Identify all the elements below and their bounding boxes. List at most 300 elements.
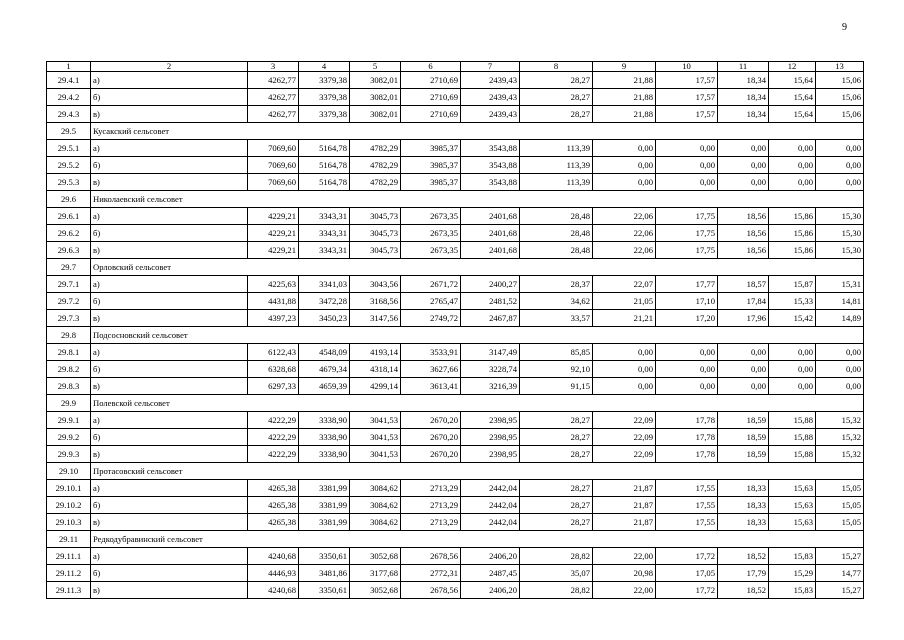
value-cell: 2678,56 [401,582,461,599]
value-cell: 0,00 [656,344,718,361]
table-row [47,106,864,123]
value-cell: 15,06 [816,89,864,106]
column-number-header: 8 [520,62,593,72]
value-cell: 2400,27 [461,276,520,293]
row-code: 29.8 [47,327,91,344]
table-row [47,446,864,463]
row-code: 29.5 [47,123,91,140]
value-cell: 15,30 [816,225,864,242]
row-code: 29.10.1 [47,480,91,497]
value-cell: 0,00 [718,157,769,174]
value-cell: 91,15 [520,378,593,395]
row-subitem: б) [91,565,248,582]
value-cell: 15,63 [769,480,816,497]
value-cell: 0,00 [769,378,816,395]
row-code: 29.10.3 [47,514,91,531]
row-subitem: а) [91,140,248,157]
value-cell: 22,07 [593,276,656,293]
value-cell: 3472,28 [299,293,350,310]
value-cell: 28,82 [520,582,593,599]
value-cell: 2467,87 [461,310,520,327]
value-cell: 33,57 [520,310,593,327]
section-row [47,531,864,548]
value-cell: 20,98 [593,565,656,582]
value-cell: 113,39 [520,157,593,174]
row-code: 29.11.2 [47,565,91,582]
value-cell: 3450,23 [299,310,350,327]
value-cell: 18,34 [718,72,769,89]
table-row [47,89,864,106]
row-subitem: а) [91,344,248,361]
value-cell: 18,59 [718,429,769,446]
row-code: 29.8.1 [47,344,91,361]
value-cell: 4265,38 [248,480,299,497]
value-cell: 17,78 [656,446,718,463]
value-cell: 15,27 [816,582,864,599]
value-cell: 0,00 [593,140,656,157]
column-number-header: 3 [248,62,299,72]
value-cell: 18,52 [718,582,769,599]
value-cell: 2710,69 [401,106,461,123]
value-cell: 34,62 [520,293,593,310]
row-subitem: в) [91,446,248,463]
value-cell: 5164,78 [299,174,350,191]
value-cell: 3338,90 [299,446,350,463]
value-cell: 3985,37 [401,140,461,157]
table-row [47,497,864,514]
value-cell: 28,27 [520,72,593,89]
value-cell: 4431,88 [248,293,299,310]
column-number-header: 5 [350,62,401,72]
value-cell: 3338,90 [299,429,350,446]
value-cell: 3543,88 [461,157,520,174]
value-cell: 2398,95 [461,412,520,429]
value-cell: 4782,29 [350,174,401,191]
table-row [47,480,864,497]
row-code: 29.6.2 [47,225,91,242]
row-code: 29.8.3 [47,378,91,395]
value-cell: 3052,68 [350,582,401,599]
value-cell: 2481,52 [461,293,520,310]
row-code: 29.5.1 [47,140,91,157]
value-cell: 2401,68 [461,208,520,225]
value-cell: 3043,56 [350,276,401,293]
table-header-row [47,62,864,72]
value-cell: 2670,20 [401,412,461,429]
value-cell: 2398,95 [461,446,520,463]
value-cell: 3379,38 [299,106,350,123]
value-cell: 7069,60 [248,157,299,174]
row-code: 29.6.3 [47,242,91,259]
section-name: Протасовский сельсовет [91,463,864,480]
value-cell: 3052,68 [350,548,401,565]
value-cell: 2439,43 [461,89,520,106]
value-cell: 28,48 [520,225,593,242]
value-cell: 15,06 [816,106,864,123]
value-cell: 2713,29 [401,480,461,497]
value-cell: 2442,04 [461,514,520,531]
row-code: 29.9.2 [47,429,91,446]
value-cell: 0,00 [656,157,718,174]
value-cell: 0,00 [718,361,769,378]
value-cell: 0,00 [593,174,656,191]
value-cell: 22,00 [593,548,656,565]
row-subitem: а) [91,276,248,293]
row-code: 29.7 [47,259,91,276]
table-row [47,548,864,565]
value-cell: 21,05 [593,293,656,310]
value-cell: 22,09 [593,412,656,429]
value-cell: 17,10 [656,293,718,310]
column-number-header: 13 [816,62,864,72]
value-cell: 5164,78 [299,157,350,174]
value-cell: 3343,31 [299,225,350,242]
value-cell: 15,05 [816,497,864,514]
value-cell: 3084,62 [350,497,401,514]
table-row [47,514,864,531]
value-cell: 22,06 [593,225,656,242]
value-cell: 2670,20 [401,429,461,446]
value-cell: 17,72 [656,582,718,599]
value-cell: 22,06 [593,208,656,225]
value-cell: 3543,88 [461,174,520,191]
section-name: Кусакский сельсовет [91,123,864,140]
value-cell: 2673,35 [401,208,461,225]
value-cell: 4446,93 [248,565,299,582]
value-cell: 3379,38 [299,89,350,106]
row-subitem: б) [91,157,248,174]
value-cell: 0,00 [593,361,656,378]
section-row [47,395,864,412]
row-subitem: а) [91,548,248,565]
value-cell: 3216,39 [461,378,520,395]
value-cell: 4262,77 [248,72,299,89]
row-code: 29.7.1 [47,276,91,293]
value-cell: 28,27 [520,412,593,429]
value-cell: 17,84 [718,293,769,310]
value-cell: 14,77 [816,565,864,582]
value-cell: 15,63 [769,514,816,531]
table-row [47,276,864,293]
value-cell: 28,48 [520,242,593,259]
value-cell: 0,00 [816,344,864,361]
value-cell: 4548,09 [299,344,350,361]
value-cell: 18,33 [718,514,769,531]
table-row [47,72,864,89]
value-cell: 14,89 [816,310,864,327]
value-cell: 3045,73 [350,208,401,225]
value-cell: 4222,29 [248,429,299,446]
value-cell: 2442,04 [461,480,520,497]
value-cell: 15,87 [769,276,816,293]
row-code: 29.10 [47,463,91,480]
row-subitem: б) [91,89,248,106]
value-cell: 2670,20 [401,446,461,463]
value-cell: 2765,47 [401,293,461,310]
value-cell: 6122,43 [248,344,299,361]
column-number-header: 1 [47,62,91,72]
value-cell: 28,27 [520,480,593,497]
value-cell: 2487,45 [461,565,520,582]
value-cell: 2710,69 [401,89,461,106]
value-cell: 4240,68 [248,548,299,565]
value-cell: 2772,31 [401,565,461,582]
value-cell: 28,27 [520,514,593,531]
value-cell: 4265,38 [248,514,299,531]
table-row [47,412,864,429]
row-subitem: а) [91,72,248,89]
value-cell: 15,06 [816,72,864,89]
value-cell: 3343,31 [299,242,350,259]
value-cell: 28,27 [520,497,593,514]
value-cell: 4240,68 [248,582,299,599]
value-cell: 18,59 [718,412,769,429]
value-cell: 28,82 [520,548,593,565]
table-row [47,582,864,599]
value-cell: 3168,56 [350,293,401,310]
value-cell: 4265,38 [248,497,299,514]
value-cell: 4318,14 [350,361,401,378]
row-subitem: в) [91,174,248,191]
value-cell: 21,88 [593,89,656,106]
row-code: 29.4.1 [47,72,91,89]
row-subitem: в) [91,514,248,531]
value-cell: 3041,53 [350,412,401,429]
value-cell: 4782,29 [350,140,401,157]
value-cell: 14,81 [816,293,864,310]
value-cell: 4299,14 [350,378,401,395]
value-cell: 0,00 [656,378,718,395]
row-code: 29.11 [47,531,91,548]
value-cell: 0,00 [656,361,718,378]
value-cell: 15,05 [816,480,864,497]
column-number-header: 9 [593,62,656,72]
value-cell: 21,87 [593,497,656,514]
value-cell: 3041,53 [350,446,401,463]
column-number-header: 10 [656,62,718,72]
value-cell: 4222,29 [248,412,299,429]
value-cell: 15,42 [769,310,816,327]
value-cell: 0,00 [593,157,656,174]
value-cell: 3228,74 [461,361,520,378]
value-cell: 15,31 [816,276,864,293]
value-cell: 3350,61 [299,582,350,599]
value-cell: 3381,99 [299,497,350,514]
value-cell: 3084,62 [350,514,401,531]
value-cell: 2398,95 [461,429,520,446]
value-cell: 2401,68 [461,242,520,259]
row-subitem: а) [91,208,248,225]
value-cell: 17,20 [656,310,718,327]
value-cell: 3533,91 [401,344,461,361]
value-cell: 17,57 [656,106,718,123]
section-name: Редкодубравинский сельсовет [91,531,864,548]
value-cell: 3627,66 [401,361,461,378]
row-subitem: б) [91,225,248,242]
column-number-header: 6 [401,62,461,72]
value-cell: 0,00 [656,174,718,191]
section-row [47,327,864,344]
value-cell: 15,32 [816,446,864,463]
value-cell: 2671,72 [401,276,461,293]
table-row [47,157,864,174]
value-cell: 15,83 [769,548,816,565]
value-cell: 18,34 [718,106,769,123]
value-cell: 15,86 [769,225,816,242]
table-row [47,361,864,378]
value-cell: 0,00 [769,140,816,157]
value-cell: 17,79 [718,565,769,582]
value-cell: 2439,43 [461,106,520,123]
value-cell: 0,00 [718,344,769,361]
value-cell: 4193,14 [350,344,401,361]
value-cell: 18,34 [718,89,769,106]
value-cell: 17,77 [656,276,718,293]
value-cell: 0,00 [769,344,816,361]
row-code: 29.11.3 [47,582,91,599]
value-cell: 113,39 [520,174,593,191]
table-row [47,174,864,191]
row-code: 29.4.2 [47,89,91,106]
value-cell: 0,00 [656,140,718,157]
value-cell: 15,88 [769,429,816,446]
row-code: 29.7.3 [47,310,91,327]
value-cell: 22,09 [593,446,656,463]
value-cell: 0,00 [769,174,816,191]
value-cell: 17,78 [656,429,718,446]
section-name: Подсосновский сельсовет [91,327,864,344]
value-cell: 15,64 [769,106,816,123]
value-cell: 6328,68 [248,361,299,378]
value-cell: 17,75 [656,242,718,259]
value-cell: 85,85 [520,344,593,361]
value-cell: 17,75 [656,208,718,225]
value-cell: 15,27 [816,548,864,565]
value-cell: 6297,33 [248,378,299,395]
value-cell: 113,39 [520,140,593,157]
value-cell: 3613,41 [401,378,461,395]
value-cell: 4229,21 [248,242,299,259]
value-cell: 28,27 [520,446,593,463]
row-subitem: б) [91,293,248,310]
value-cell: 3082,01 [350,106,401,123]
value-cell: 21,87 [593,480,656,497]
value-cell: 18,59 [718,446,769,463]
row-subitem: в) [91,582,248,599]
value-cell: 17,96 [718,310,769,327]
tariff-table [46,61,864,599]
value-cell: 3041,53 [350,429,401,446]
section-row [47,463,864,480]
value-cell: 15,30 [816,208,864,225]
value-cell: 3045,73 [350,225,401,242]
value-cell: 3045,73 [350,242,401,259]
value-cell: 3379,38 [299,72,350,89]
value-cell: 15,29 [769,565,816,582]
table-row [47,208,864,225]
value-cell: 28,27 [520,106,593,123]
column-number-header: 4 [299,62,350,72]
value-cell: 15,30 [816,242,864,259]
value-cell: 4659,39 [299,378,350,395]
value-cell: 3543,88 [461,140,520,157]
value-cell: 15,33 [769,293,816,310]
value-cell: 15,05 [816,514,864,531]
value-cell: 2673,35 [401,242,461,259]
row-subitem: а) [91,412,248,429]
value-cell: 3147,49 [461,344,520,361]
value-cell: 15,86 [769,208,816,225]
value-cell: 0,00 [816,174,864,191]
row-code: 29.6 [47,191,91,208]
value-cell: 4225,63 [248,276,299,293]
value-cell: 3481,86 [299,565,350,582]
value-cell: 7069,60 [248,140,299,157]
value-cell: 2678,56 [401,548,461,565]
table-row [47,310,864,327]
value-cell: 2439,43 [461,72,520,89]
value-cell: 18,52 [718,548,769,565]
value-cell: 2749,72 [401,310,461,327]
table-row [47,429,864,446]
value-cell: 2406,20 [461,582,520,599]
value-cell: 2406,20 [461,548,520,565]
row-subitem: в) [91,242,248,259]
value-cell: 17,57 [656,89,718,106]
value-cell: 15,64 [769,89,816,106]
value-cell: 28,27 [520,89,593,106]
row-code: 29.4.3 [47,106,91,123]
value-cell: 22,00 [593,582,656,599]
row-code: 29.9 [47,395,91,412]
value-cell: 4222,29 [248,446,299,463]
value-cell: 4679,34 [299,361,350,378]
value-cell: 3985,37 [401,157,461,174]
section-row [47,191,864,208]
value-cell: 18,33 [718,480,769,497]
value-cell: 18,33 [718,497,769,514]
value-cell: 17,05 [656,565,718,582]
value-cell: 21,87 [593,514,656,531]
value-cell: 4229,21 [248,225,299,242]
value-cell: 22,06 [593,242,656,259]
value-cell: 17,75 [656,225,718,242]
row-subitem: в) [91,378,248,395]
table-row [47,293,864,310]
section-name: Орловский сельсовет [91,259,864,276]
value-cell: 21,88 [593,106,656,123]
value-cell: 18,56 [718,242,769,259]
value-cell: 2713,29 [401,497,461,514]
value-cell: 17,55 [656,497,718,514]
value-cell: 17,55 [656,514,718,531]
value-cell: 4397,23 [248,310,299,327]
value-cell: 3177,68 [350,565,401,582]
value-cell: 0,00 [769,361,816,378]
value-cell: 3381,99 [299,480,350,497]
value-cell: 15,88 [769,446,816,463]
row-code: 29.9.1 [47,412,91,429]
table-row [47,225,864,242]
value-cell: 3082,01 [350,72,401,89]
value-cell: 18,57 [718,276,769,293]
table-row [47,378,864,395]
value-cell: 2710,69 [401,72,461,89]
value-cell: 15,63 [769,497,816,514]
value-cell: 0,00 [718,174,769,191]
value-cell: 3381,99 [299,514,350,531]
value-cell: 92,10 [520,361,593,378]
